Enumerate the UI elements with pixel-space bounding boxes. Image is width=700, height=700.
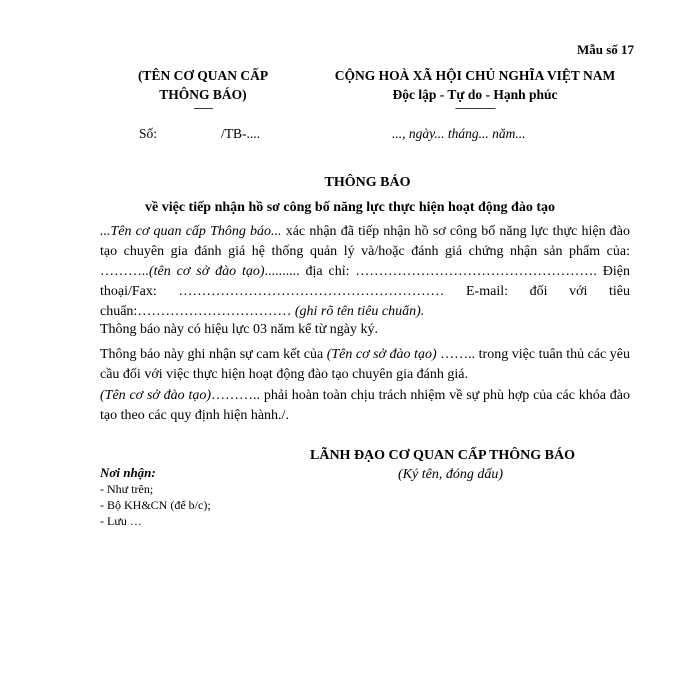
- agency-line-2: THÔNG BÁO): [159, 87, 247, 102]
- facility-placeholder: (Tên cơ sở đào tạo): [326, 347, 437, 362]
- facility-placeholder: (Tên cơ sở đào tạo): [100, 388, 212, 403]
- p3-text-a: Thông báo này ghi nhận sự cam kết của: [100, 347, 327, 362]
- standard-placeholder: (ghi rõ tên tiêu chuẩn).: [291, 304, 425, 319]
- number-prefix: Số:: [139, 126, 158, 141]
- facility-placeholder: ..(tên cơ sở đào tạo): [142, 264, 265, 279]
- p1-contact: .......... địa chỉ: ……………………………………………. Điện thoại/Fax: ………………………………………………… E-mail: đối với tiêu chuẩn:……………………………: [100, 264, 630, 319]
- recipient-item: - Lưu …: [100, 514, 142, 528]
- date-line: ..., ngày... tháng... năm...: [392, 126, 526, 141]
- p3-text-c: …….. trong việc tuân thủ các yêu cầu đối với việc thực hiện hoạt động đào tạo chuyên gia đánh giá.: [100, 347, 630, 382]
- document-title: THÔNG BÁO: [324, 175, 411, 190]
- nation-name: CỘNG HOÀ XÃ HỘI CHỦ NGHĨA VIỆT NAM: [334, 68, 616, 83]
- signer-title: LÃNH ĐẠO CƠ QUAN CẤP THÔNG BÁO: [310, 448, 575, 463]
- agency-rule: -------: [193, 102, 213, 114]
- document-number: [139, 126, 260, 142]
- nation-motto: Độc lập - Tự do - Hạnh phúc: [392, 87, 558, 102]
- issuing-agency-header: [108, 66, 298, 112]
- agency-line-1: (TÊN CƠ QUAN CẤP: [137, 68, 269, 83]
- p4-text: ……….. phải hoàn toàn chịu trách nhiệm về sự phù hợp của các khóa đào tạo theo các quy định hiện hành./.: [100, 388, 630, 423]
- body-paragraph-2: Thông báo này có hiệu lực 03 năm kể từ ngày ký.: [100, 322, 378, 337]
- national-header: [300, 66, 650, 112]
- recipient-item: - Như trên;: [100, 482, 154, 496]
- agency-placeholder: ...Tên cơ quan cấp Thông báo...: [100, 224, 282, 239]
- body-paragraph-3: [100, 345, 630, 385]
- body-paragraph-4: [100, 386, 630, 426]
- form-number: Mẫu số 17: [576, 42, 634, 57]
- recipient-item: - Bộ KH&CN (để b/c);: [100, 498, 211, 512]
- p1-text: xác nhận đã tiếp nhận hồ sơ công bố năng lực thực hiện đào tạo chuyên gia đánh giá hệ thống quản lý và/hoặc đánh giá chứng nhận sản phẩm của: ………: [100, 224, 630, 279]
- document-subject: về việc tiếp nhận hồ sơ công bố năng lực thực hiện hoạt động đào tạo: [145, 200, 555, 215]
- number-suffix: /TB-....: [221, 126, 260, 141]
- nation-rule: ---------------: [455, 102, 495, 114]
- recipients: [100, 465, 211, 529]
- recipients-heading: Nơi nhận:: [100, 465, 156, 480]
- signer-note: (Ký tên, đóng dấu): [398, 467, 503, 482]
- body-paragraph-1: [100, 222, 630, 322]
